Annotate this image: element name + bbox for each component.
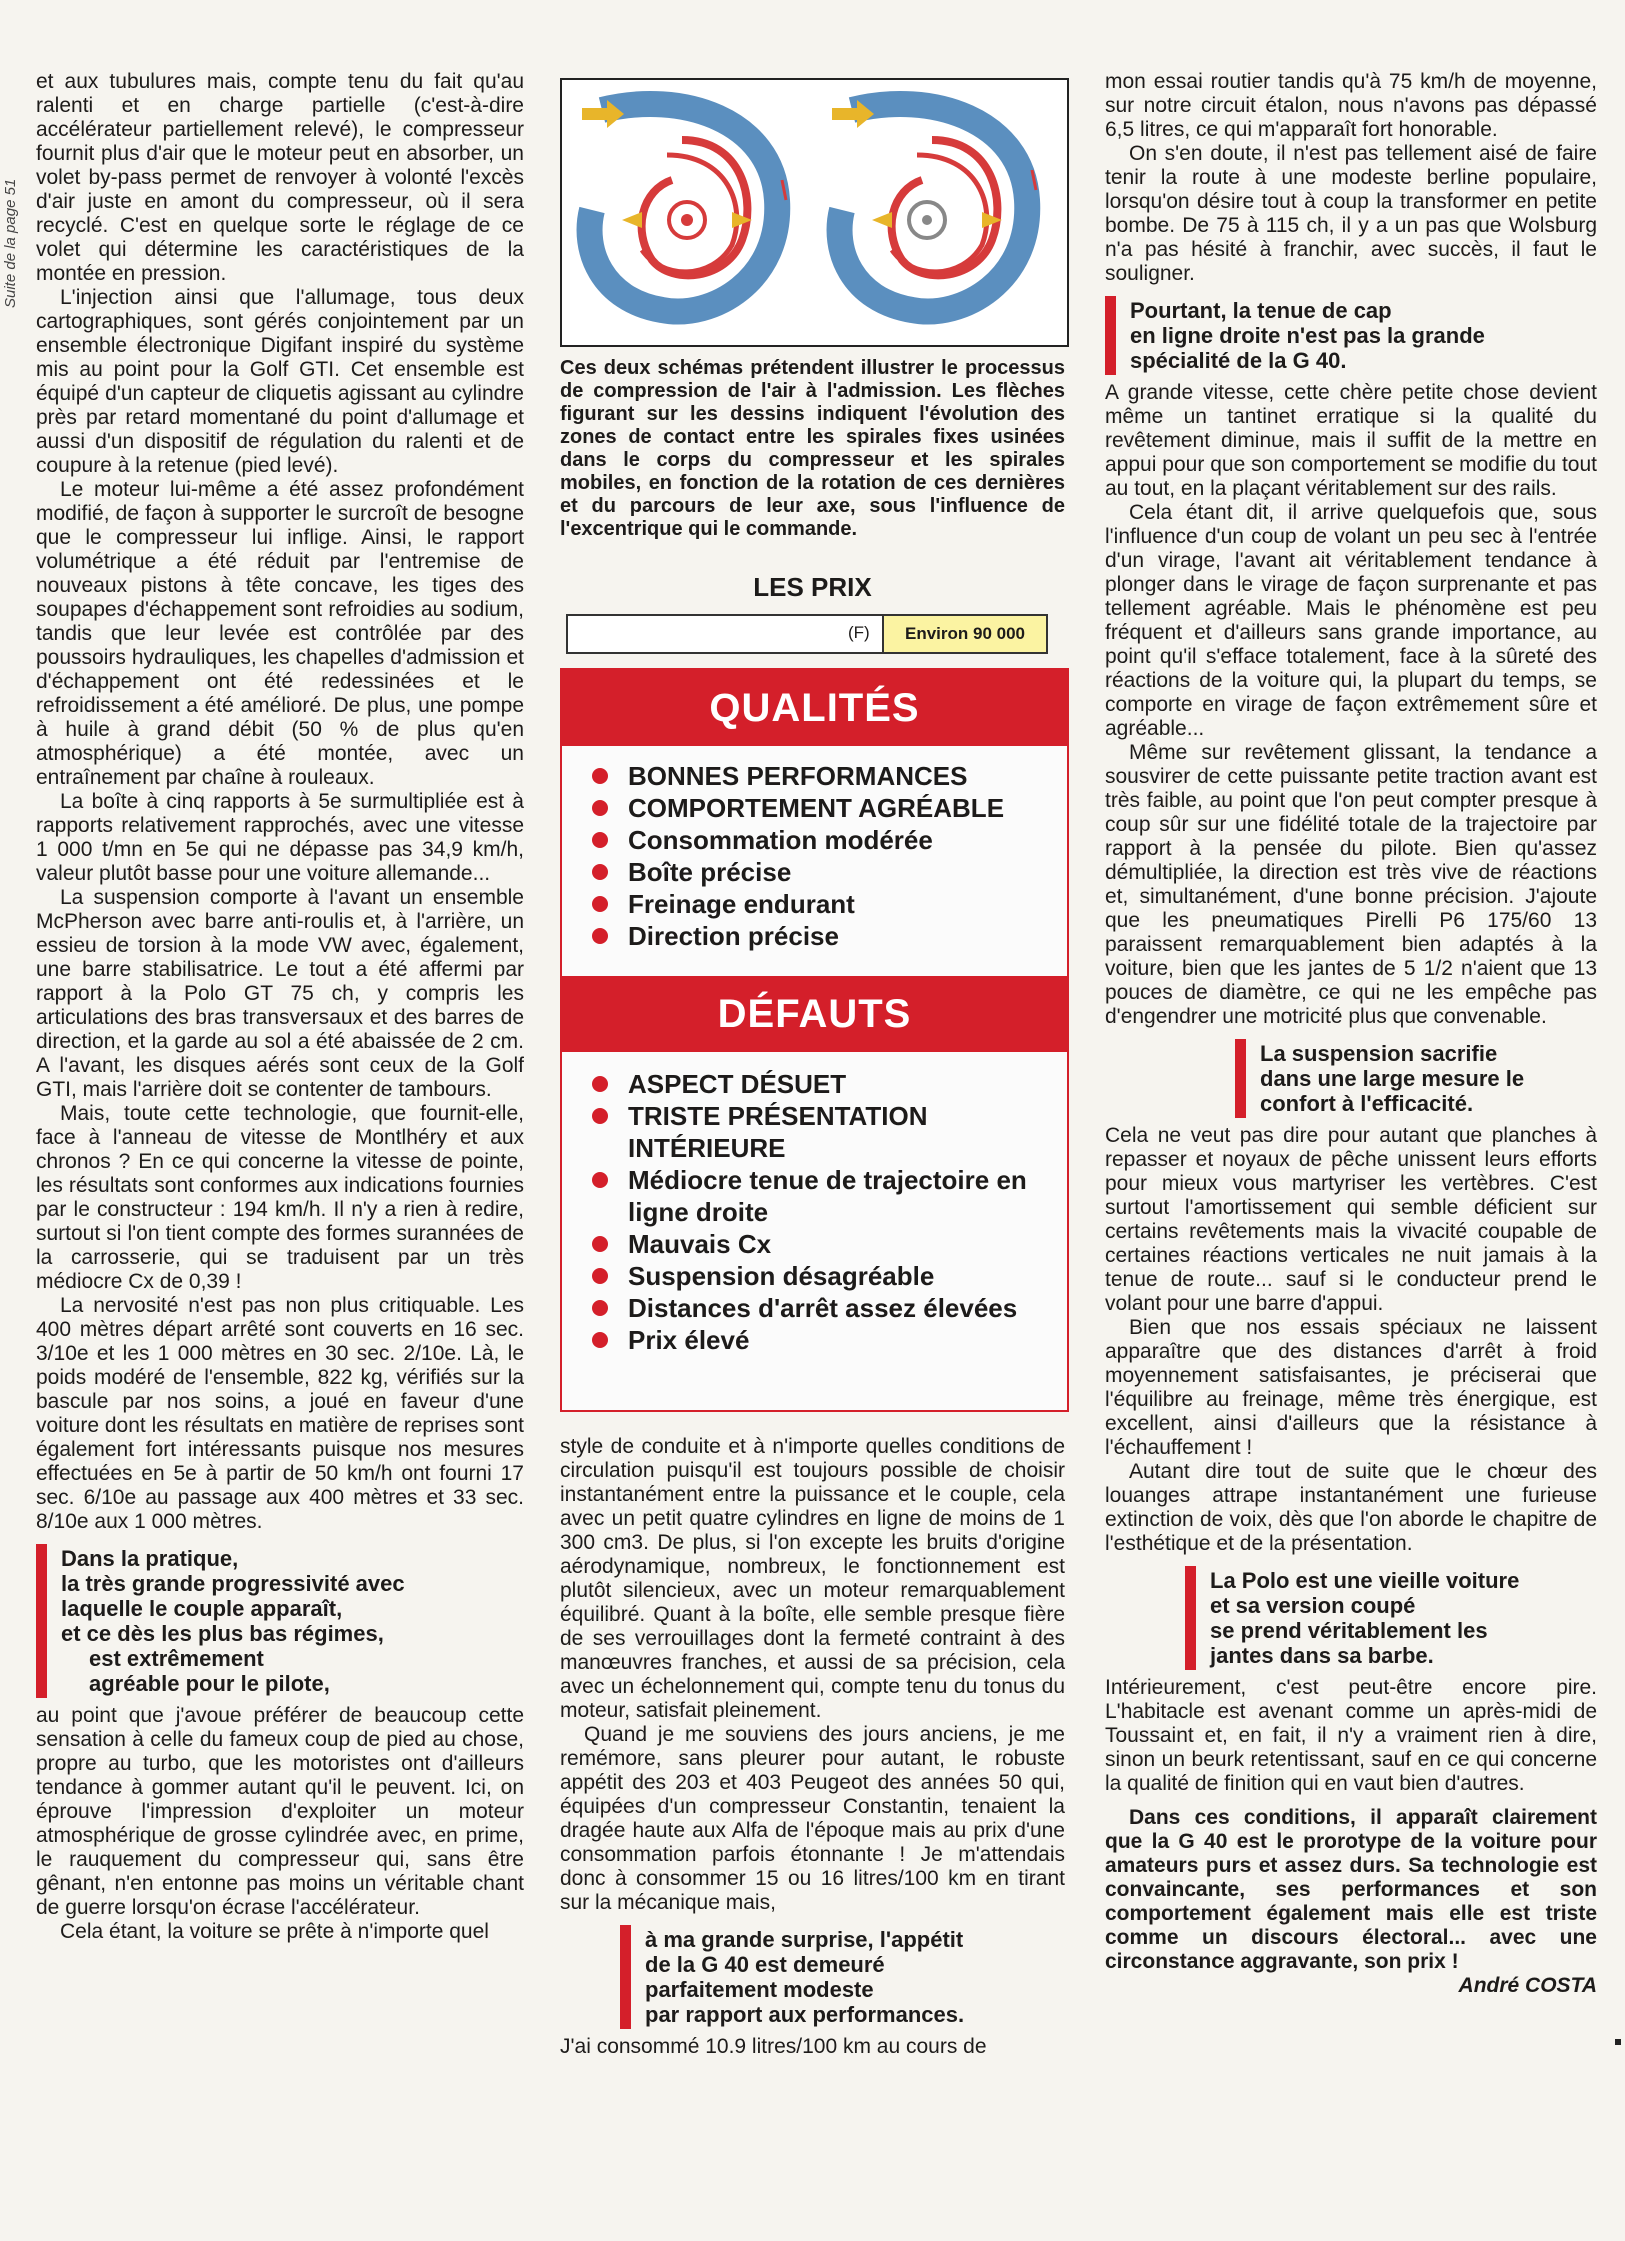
price-row bbox=[566, 614, 1048, 654]
paragraph: Autant dire tout de suite que le chœur des louanges attrape instantanément une furieuse extinction de voix, dès que l'on aborde le chapitre de l'esthétique et de la présentation. bbox=[1105, 1460, 1597, 1555]
paragraph: L'injection ainsi que l'allumage, tous deux cartographiques, sont gérés conjointement par un ensemble électronique Digifant inspiré du système mis au point pour la Golf GTI. Cet ensemble est équipé d'un capteur de cliquetis agissant au cylindre près par retard momentané du point d'allumage et aussi d'un dispositif de régulation du ralenti et de coupure à la retenue (pied levé). bbox=[36, 286, 524, 477]
defect-item: ASPECT DÉSUET bbox=[592, 1068, 1032, 1100]
pull-quote bbox=[1185, 1566, 1597, 1670]
pull-quote-line: et sa version coupé bbox=[1210, 1593, 1416, 1618]
pull-quote-line: par rapport aux performances. bbox=[645, 2002, 965, 2027]
pull-quote-line: agréable pour le pilote, bbox=[89, 1671, 330, 1696]
pull-quote bbox=[36, 1544, 524, 1698]
defect-item: TRISTE PRÉSENTATION INTÉRIEURE bbox=[592, 1100, 1032, 1164]
defect-item: Prix élevé bbox=[592, 1324, 1032, 1356]
paragraph: style de conduite et à n'importe quelles conditions de circulation puisqu'il est toujours possible de choisir instantanément entre la puissance et le couple, cela avec un petit quatre cylindres en ligne de moins de 1 300 cm3. De plus, si l'on excepte les bruits d'origine aérodynamique, nombreux, le fonctionnement est plutôt silencieux, avec un moteur remarquablement équilibré. Quant à la boîte, elle semble presque fière de ses verrouillages dont la fermeté contraint à des manœuvres franches, et aussi de sa précision, cela avec un échelonnement qui, compte tenu du tonus du moteur, satisfait pleinement. bbox=[560, 1435, 1065, 1722]
continuation-label: Suite de la page 51 bbox=[2, 178, 19, 308]
defect-item: Mauvais Cx bbox=[592, 1228, 1032, 1260]
quality-item: Consommation modérée bbox=[592, 824, 1004, 856]
scroll-right bbox=[840, 104, 1028, 312]
paragraph: La suspension comporte à l'avant un ensemble McPherson avec barre anti-roulis et, à l'arrière, un essieu de torsion à la mode VW avec, également, une barre stabilisatrice. Le tout a été affermi par rapport à la Polo GT 75 ch, y compris les articulations des bras transversaux et des barres de direction, et la garde au sol a été abaissée de 2 cm. A l'avant, les disques aérés sont ceux de la Golf GTI, mais l'arrière doit se contenter de tambours. bbox=[36, 886, 524, 1101]
author-signature: André COSTA bbox=[1458, 1974, 1597, 1997]
pull-quote-line: en ligne droite n'est pas la grande bbox=[1130, 323, 1485, 348]
price-unit: (F) bbox=[848, 623, 870, 642]
defects-list bbox=[592, 1068, 1032, 1356]
paragraph: J'ai consommé 10.9 litres/100 km au cours de bbox=[560, 2035, 987, 2058]
end-mark bbox=[1615, 2039, 1621, 2045]
defect-item: Distances d'arrêt assez élevées bbox=[592, 1292, 1032, 1324]
pros-cons-box bbox=[560, 668, 1069, 1412]
pull-quote-line: parfaitement modeste bbox=[645, 1977, 874, 2002]
pull-quote-line: La suspension sacrifie bbox=[1260, 1041, 1498, 1066]
defect-item: Médiocre tenue de trajectoire en ligne droite bbox=[592, 1164, 1032, 1228]
paragraph: et aux tubulures mais, compte tenu du fait qu'au ralenti et en charge partielle (c'est-à-dire accélérateur partiellement relevé), le compresseur fournit plus d'air que le moteur peut en absorber, un volet by-pass permet de renvoyer à volonté l'excès d'air juste en amont du compresseur, où il sera recyclé. C'est en quelque sorte le réglage de ce volet qui détermine les caractéristiques de la montée en pression. bbox=[36, 70, 524, 285]
pull-quote bbox=[620, 1925, 1065, 2029]
paragraph: La nervosité n'est pas non plus critiquable. Les 400 mètres départ arrêté sont couverts en 16 sec. 3/10e et les 1 000 mètres en 30 sec. 2/10e. Là, le poids modéré de l'ensemble, 822 kg, vérifiés sur la bascule par nos soins, a joué en faveur d'une voiture dont les résultats en matière de reprises sont également fort intéressants puisque nos mesures effectuées en 5e à partir de 50 km/h ont fourni 17 sec. 6/10e au passage aux 400 mètres et 33 sec. 8/10e aux 1 000 mètres. bbox=[36, 1294, 524, 1533]
defect-item: Suspension désagréable bbox=[592, 1260, 1032, 1292]
paragraph: Intérieurement, c'est peut-être encore pire. L'habitacle est avenant comme un après-midi de Toussaint et, en fait, il n'y a vraiment rien à dire, sinon un beurk retentissant, sauf en ce qui concerne la qualité de finition qui en vaut bien d'autres. bbox=[1105, 1676, 1597, 1795]
paragraph: Cela étant dit, il arrive quelquefois que, sous l'influence d'un coup de volant un peu sec à l'entrée d'un virage, l'avant ait véritablement tendance à plonger dans le virage de façon surprenante et pas tellement agréable. Mais le phénomène est peu fréquent et d'ailleurs sans grande importance, au point qu'il s'efface totalement, face à la sûreté des réactions de la voiture qui, la plupart du temps, se comporte en virage de façon extrêmement sûre et agréable... bbox=[1105, 501, 1597, 740]
pull-quote-line: jantes dans sa barbe. bbox=[1210, 1643, 1434, 1668]
conclusion-paragraph: Dans ces conditions, il apparaît clairement que la G 40 est le prorotype de la voiture pour amateurs purs et assez durs. Sa technologie est convaincante, ses performances et son comportement également mais elle est triste comme un discours électoral... avec une circonstance aggravante, son prix ! bbox=[1105, 1806, 1597, 1973]
paragraph: A grande vitesse, cette chère petite chose devient même un tantinet erratique si la qualité du revêtement diminue, mais il suffit de la mettre en appui pour que son comportement se modifie du tout au tout, en la plaçant véritablement sur des rails. bbox=[1105, 381, 1597, 500]
pull-quote-line: dans une large mesure le bbox=[1260, 1066, 1525, 1091]
pull-quote-line: Dans la pratique, bbox=[61, 1546, 239, 1571]
pull-quote-line: est extrêmement bbox=[89, 1646, 264, 1671]
article-column-3 bbox=[1105, 70, 1597, 2002]
diagram-caption: Ces deux schémas prétendent illustrer le processus de compression de l'air à l'admission. Les flèches figurant sur les dessins indiquent l'évolution des zones de contact entre les spirales fixes usinées dans le corps du compresseur et les spirales mobiles, en fonction de la rotation de ces dernières et du parcours de leur axe, sous l'influence de l'excentrique qui le commande. bbox=[560, 357, 1065, 540]
paragraph: On s'en doute, il n'est pas tellement aisé de faire tenir la route à une modeste berline populaire, lorsqu'on désire tout à coup la transformer en petite bombe. De 75 à 115 ch, il y a un pas que Wolsburg n'a pas hésité à franchir, avec succès, il faut le souligner. bbox=[1105, 142, 1597, 285]
pull-quote-line: confort à l'efficacité. bbox=[1260, 1091, 1474, 1116]
prices-title: LES PRIX bbox=[753, 572, 872, 602]
pull-quote-line: et ce dès les plus bas régimes, bbox=[61, 1621, 384, 1646]
article-column-1 bbox=[36, 70, 524, 1944]
defects-banner: DÉFAUTS bbox=[562, 976, 1067, 1052]
quality-item: COMPORTEMENT AGRÉABLE bbox=[592, 792, 1004, 824]
article-column-2 bbox=[560, 1435, 1065, 2059]
pull-quote-line: Pourtant, la tenue de cap bbox=[1130, 298, 1392, 323]
pull-quote bbox=[1235, 1039, 1597, 1118]
scroll-left bbox=[590, 104, 778, 312]
paragraph: Même sur revêtement glissant, la tendance a sousvirer de cette puissante petite traction avant est très faible, au point que l'on peut compter presque à coup sûr sur une fidélité totale de la trajectoire par rapport à la pensée du pilote. Bien qu'assez démultipliée, la direction est très vive de réactions et, simultanément, d'une bonne précision. J'ajoute que les pneumatiques Pirelli P6 175/60 13 paraissent remarquablement bien adaptés à la voiture, bien que les jantes de 5 1/2 n'aient que 13 pouces de diamètre, ce qui ne les empêche pas d'engendrer une motricité plus que convenable. bbox=[1105, 741, 1597, 1028]
paragraph: Cela étant, la voiture se prête à n'importe quel bbox=[60, 1920, 489, 1943]
quality-item: Freinage endurant bbox=[592, 888, 1004, 920]
price-value: Environ 90 000 bbox=[882, 616, 1046, 652]
quality-item: Boîte précise bbox=[592, 856, 1004, 888]
pull-quote-line: de la G 40 est demeuré bbox=[645, 1952, 885, 1977]
pull-quote-line: à ma grande surprise, l'appétit bbox=[645, 1927, 964, 1952]
quality-item: Direction précise bbox=[592, 920, 1004, 952]
paragraph: Le moteur lui-même a été assez profondément modifié, de façon à supporter le surcroît de besogne que le compresseur lui inflige. Ainsi, le rapport volumétrique a été réduit par l'entremise de nouveaux pistons à tête concave, les tiges des soupapes d'échappement sont refroidies au sodium, tandis que leur levée est contrôlée par des poussoirs hydrauliques, les chapelles d'admission et d'échappement ont été redessinées et le refroidissement a été amélioré. De plus, une pompe à huile à grand débit (50 % de plus qu'en atmosphérique) a été montée, avec un entraînement par chaîne à rouleaux. bbox=[36, 478, 524, 789]
qualities-banner: QUALITÉS bbox=[562, 670, 1067, 746]
paragraph: Bien que nos essais spéciaux ne laissent apparaître que des distances d'arrêt à froid moyennement satisfaisantes, je préciserai que l'équilibre au freinage, même très énergique, est excellent, ainsi d'ailleurs que la résistance à l'échauffement ! bbox=[1105, 1316, 1597, 1459]
pull-quote-line: laquelle le couple apparaît, bbox=[61, 1596, 343, 1621]
compressor-diagram bbox=[560, 78, 1069, 347]
paragraph: mon essai routier tandis qu'à 75 km/h de moyenne, sur notre circuit étalon, nous n'avons pas dépassé 6,5 litres, ce qui m'apparaît fort honorable. bbox=[1105, 70, 1597, 141]
paragraph: La boîte à cinq rapports à 5e surmultipliée est à rapports relativement rapprochés, avec une vitesse 1 000 t/mn en 5e qui ne dépasse pas 34,9 km/h, valeur plutôt basse pour une voiture allemande... bbox=[36, 790, 524, 885]
compressor-scroll-illustration bbox=[562, 80, 1067, 345]
qualities-list bbox=[592, 760, 1004, 952]
paragraph: au point que j'avoue préférer de beaucoup cette sensation à celle du fameux coup de pied au chose, propre au turbo, que les motoristes ont d'ailleurs tendance à gommer autant qu'il le peuvent. Ici, on éprouve l'impression d'exploiter un moteur atmosphérique de grosse cylindrée avec, en prime, le rauquement du compresseur qui, sans être gênant, n'en entonne pas moins un véritable chant de guerre lorsqu'on écrase l'accélérateur. bbox=[36, 1704, 524, 1919]
paragraph: Quand je me souviens des jours anciens, je me remémore, sans pleurer pour autant, le robuste appétit des 203 et 403 Peugeot des années 50 qui, équipées d'un compresseur Constantin, tenaient la dragée haute aux Alfa de l'époque mais au prix d'une consommation parfois étonnante ! Je m'attendais donc à consommer 15 ou 16 litres/100 km en tirant sur la mécanique mais, bbox=[560, 1723, 1065, 1914]
pull-quote-line: se prend véritablement les bbox=[1210, 1618, 1488, 1643]
pull-quote-line: spécialité de la G 40. bbox=[1130, 348, 1347, 373]
pull-quote-line: La Polo est une vieille voiture bbox=[1210, 1568, 1520, 1593]
paragraph: Mais, toute cette technologie, que fournit-elle, face à l'anneau de vitesse de Montlhéry et aux chronos ? En ce qui concerne la vitesse de pointe, les résultats sont conformes aux indications fournies par le constructeur : 194 km/h. Il n'y a rien à redire, surtout si l'on tient compte des formes surannées de la carrosserie, qui se traduisent par un très médiocre Cx de 0,39 ! bbox=[36, 1102, 524, 1293]
paragraph: Cela ne veut pas dire pour autant que planches à repasser et noyaux de pêche unissent leurs efforts pour mieux vous martyriser les vertèbres. C'est surtout l'amortissement qui semble déficient sur certains revêtements mais la vivacité coupable de certaines réactions verticales ne nuit jamais à la tenue de route... sauf si le conducteur prend le volant pour une barre d'appui. bbox=[1105, 1124, 1597, 1315]
pull-quote-line: la très grande progressivité avec bbox=[61, 1571, 405, 1596]
pull-quote bbox=[1105, 296, 1597, 375]
quality-item: BONNES PERFORMANCES bbox=[592, 760, 1004, 792]
